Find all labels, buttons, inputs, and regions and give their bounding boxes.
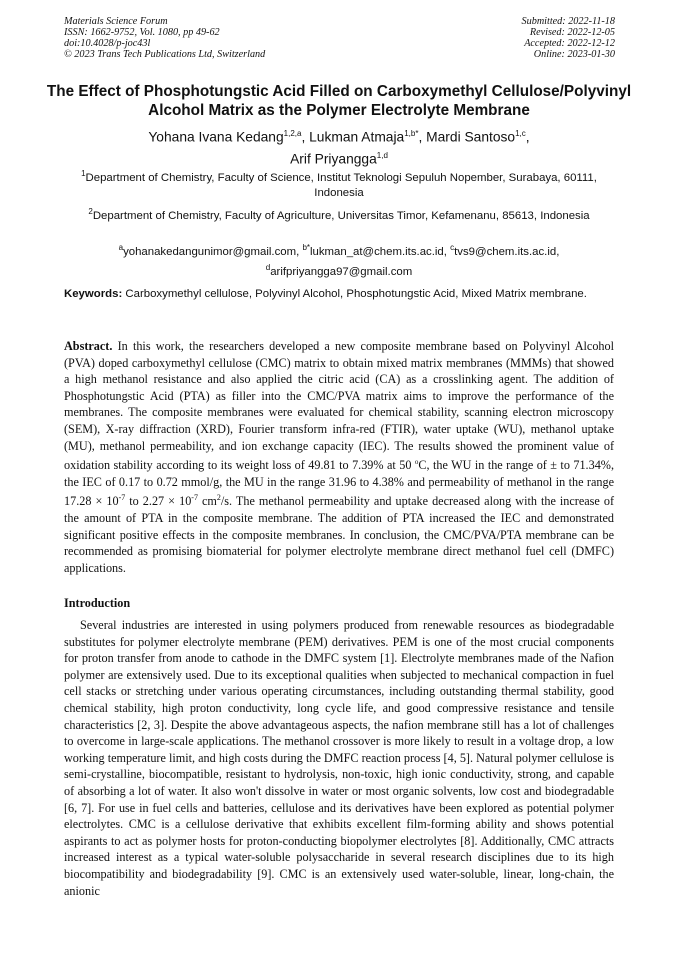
keywords-label: Keywords: [64,288,123,300]
author-separator: , [301,129,310,145]
affiliation-text: Department of Chemistry, Faculty of Agriculture, Universitas Timor, Kefamenanu, 85613, Indonesia [92,209,590,222]
introduction-paragraph: Several industries are interested in using polymers produced from renewable resources as biodegradable substitutes for polymer electrolyte membrane (PEM) derivatives. PEM is one of the most crucial components for proton transfer from anode to cathode in the DMFC system [1]. Electrolyte membranes made of the Nafion polymer are extensively used. Due to its exceptional qualities when subjected to mechanical compaction in fuel cell stacks or stretching under various operating circumstances, including outstanding thermal stability, good chemical stability, high proton conductivity, long cycle life, and good compressive resistance and tensile characteristics [2, 3]. Despite the above advantageous aspects, the nafion membrane still has a lot of challenges to overcome in large-scale applications. The methanol crossover is more likely to result in a voltage drop, a low working temperature limit, and high costs during the DMFC reaction process [4, 5]. Natural polymer cellulose is semi-crystalline, biocompatible, resistant to hydrolysis, non-toxic, high ionic conductivity, strong, and capable of absorbing a lot of water. It also won't dissolve in water or most organic solvents, low cost and biodegradable [6, 7]. For use in fuel cells and batteries, cellulose and its derivatives have been explored as potential polymer electrolytes. CMC is a cellulose derivative that exhibits excellent film-forming ability and shows potential aspirants to act as polymer hosts for proton-conducting biopolymer electrolytes [8]. Additionally, CMC attracts increased interest as a typical water-soluble polysaccharide in several research disciplines due to its high biocompatibility and biodegradability [9]. CMC is an extensively used water-soluble, linear, long-chain, the anionic [64,618,614,898]
keywords-paragraph [64,287,614,303]
online-date: Online: 2023-01-30 [533,49,615,60]
email-mark: c [450,243,455,252]
degree-mark: o [414,458,419,467]
author-affiliation-mark: 1,d [376,150,388,160]
doi-line: doi:10.4028/p-joc43l [64,38,151,49]
author-affiliation-mark: 1,c [515,129,526,138]
accepted-date: Accepted: 2022-12-12 [524,38,615,49]
abstract-text-1: In this work, the researchers developed a new composite membrane based on Polyvinyl Alcohol (PVA) doped carboxymethyl cellulose (CMC) matrix to obtain mixed matrix membranes (MMMs) that showed a high methanol resistance and also applied the citric acid (CA) as a crosslinking agent. The addition of Phosphotungstic Acid (PTA) as filler into the CMC/PVA matrix aims to improve the performance of the membranes. The composite membranes were evaluated for chemical stability, scanning electron microscopy (SEM), X-ray diffraction (XRD), Fourier transform infra-red (FTIR), water uptake (WU), methanol uptake (MU), methanol permeability, and ion exchange capacity (IEC). The results showed the prominent value of oxidation stability according to its weight loss of 49.81 to 7.39% at 50 [64,339,614,473]
email-mark: b* [302,243,310,252]
affiliation-2 [64,204,614,224]
submitted-date: Submitted: 2022-11-18 [521,16,615,27]
abstract-label: Abstract. [64,339,113,353]
exponent: 2 [216,493,221,503]
abstract-text-3: to 2.27 × 10 [125,494,192,509]
author-name: Arif Priyangga [290,151,377,167]
email-link[interactable]: lukman_at@chem.its.ac.id [310,245,444,258]
email-separator: , [556,245,560,258]
email-list [64,240,614,281]
author-name: Mardi Santoso [426,129,516,145]
exponent: -7 [118,493,126,503]
email-link[interactable]: tvs9@chem.its.ac.id [454,245,557,258]
author-name: Lukman Atmaja [309,129,405,145]
author-list [40,125,638,168]
author-affiliation-mark: 1,2,a [283,129,302,138]
exponent: -7 [191,493,198,503]
affiliation-mark: 2 [88,207,93,216]
author-separator: , [418,129,427,145]
paper-title: The Effect of Phosphotungstic Acid Filled on Carboxymethyl Cellulose/Polyvinyl Alcohol Matrix as the Polymer Electrolyte Membrane [46,83,632,119]
journal-header [64,16,265,60]
copyright-line: © 2023 Trans Tech Publications Ltd, Switzerland [64,49,266,60]
abstract-text-2: C, the WU in the range of ± to 71.34%, the IEC of 0.17 to 0.72 mmol/g, the MU in the range 31.96 to 4.38% and permeability of methanol in the range 17.28 × 10 [64,458,614,509]
keywords-text: Carboxymethyl cellulose, Polyvinyl Alcohol, Phosphotungstic Acid, Mixed Matrix membrane. [122,288,587,300]
email-mark: d [265,263,271,273]
email-separator: , [296,245,303,258]
email-link[interactable]: yohanakedangunimor@gmail.com [123,245,297,258]
affiliation-mark: 1 [81,169,86,178]
introduction-heading: Introduction [64,596,131,610]
email-mark: a [118,243,124,252]
affiliation-1 [64,166,614,202]
author-name: Yohana Ivana Kedang [148,129,284,145]
revised-date: Revised: 2022-12-05 [529,27,615,38]
abstract-paragraph [64,338,614,576]
abstract-text-5: /s. The methanol permeability and uptake decreased along with the increase of the amount of PTA in the composite membrane. The addition of PTA increased the IEC and demonstrated significant positive effects in the composite membranes. In conclusion, the CMC/PVA/PTA membrane can be recommended as promising biomaterial for polymer electrolyte membrane direct methanol fuel cell (DMFC) applications. [64,494,615,575]
author-separator: , [525,129,530,145]
issn-line: ISSN: 1662-9752, Vol. 1080, pp 49-62 [64,27,220,38]
abstract-text-4: cm [197,494,217,509]
dates-header [522,16,615,60]
affiliation-text: Department of Chemistry, Faculty of Science, Institut Teknologi Sepuluh Nopember, Surabaya, 60111, Indonesia [85,171,597,200]
journal-name: Materials Science Forum [64,16,168,27]
email-link[interactable]: arifpriyangga97@gmail.com [270,266,413,279]
author-affiliation-mark: 1,b* [404,129,419,138]
email-separator: , [443,245,451,258]
